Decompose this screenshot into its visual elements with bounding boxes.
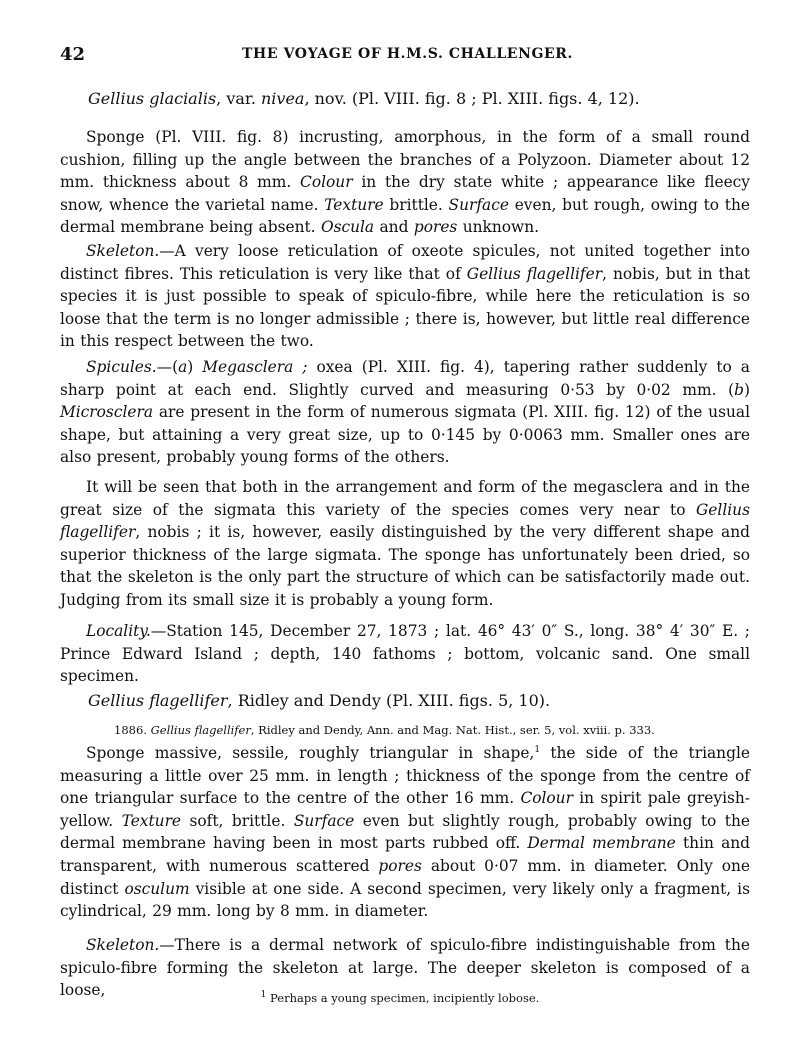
text-run: —A very loose reticulation of oxeote spicules, not united together into distinct fibres. This reticulation is very like that of <box>60 242 750 283</box>
text-run: soft, brittle. <box>181 811 294 830</box>
term-osculum: osculum <box>124 879 190 898</box>
text-run: in the dry state white ; appearance like fleecy snow, whence the varietal name. <box>60 173 750 214</box>
bibliographic-reference <box>114 722 754 738</box>
text-run: are present in the form of numerous sigmata (Pl. XIII. fig. 12) of the usual shape, but attaining a very great size, up to 0·145 by 0·0063 mm. Smaller ones are also present, probably young forms of the others. <box>60 403 750 467</box>
text-run: It will be seen that both in the arrangement and form of the megasclera and in the great size of the sigmata this variety of the species comes very near to <box>60 478 750 519</box>
text-run: even, but rough, owing to the dermal membrane being absent. <box>60 195 750 237</box>
running-title: THE VOYAGE OF H.M.S. CHALLENGER. <box>241 46 574 62</box>
text-run: oxea (Pl. XIII. fig. 4), tapering rather suddenly to a sharp point at each end. Slightly curved and measuring 0·53 by 0·02 mm. ( <box>60 358 750 399</box>
description-paragraph <box>60 742 750 923</box>
text-run: —Station 145, December 27, 1873 ; lat. 46° 43′ 0″ S., long. 38° 4′ 30″ E. ; Prince Edward Island ; depth, 140 fathoms ; bottom, volcanic sand. One small specimen. <box>60 622 750 686</box>
section-label: Locality. <box>86 622 151 640</box>
text-run: Sponge massive, sessile, roughly triangular in shape, <box>86 744 535 762</box>
locality-paragraph <box>60 620 750 688</box>
variety-name: nivea <box>260 89 305 108</box>
text-run: unknown. <box>457 218 540 237</box>
term-pores: pores <box>378 856 422 875</box>
term-microsclera: Microsclera <box>60 403 154 422</box>
enum-marker: a <box>178 358 188 376</box>
term-texture: Texture <box>324 195 384 214</box>
reference-year: 1886. <box>114 723 151 737</box>
text-run: Sponge (Pl. VIII. fig. 8) incrusting, amorphous, in the form of a small round cushion, filling up the angle between the branches of a Polyzoon. Diameter about 12 mm. thickness about 8 mm. <box>60 128 750 192</box>
footnote-text: Perhaps a young specimen, incipiently lobose. <box>266 991 540 1005</box>
term-texture: Texture <box>121 811 182 830</box>
text-run: —There is a dermal network of spiculo-fibre indistinguishable from the spiculo-fibre forming the skeleton at large. The deeper skeleton is composed of a loose, <box>60 936 750 1000</box>
text-run: in spirit pale greyish-yellow. <box>60 789 751 830</box>
running-head <box>60 44 755 68</box>
heading-rest: , Ridley and Dendy (Pl. XIII. figs. 5, 10). <box>227 691 551 710</box>
reference-text: , Ridley and Dendy, Ann. and Mag. Nat. Hist., ser. 5, vol. xviii. p. 333. <box>250 723 655 737</box>
footnote <box>0 990 800 1006</box>
text-run: even but slightly rough, probably owing to the dermal membrane having been in most parts rubbed off. <box>60 811 750 853</box>
text-run: visible at one side. A second specimen, very likely only a fragment, is cylindrical, 29 mm. long by 8 mm. in diameter. <box>60 879 751 921</box>
enum-marker: b <box>734 380 744 399</box>
text-run: the side of the triangle measuring a little over 25 mm. in length ; thickness of the sponge from the centre of one triangular surface to the centre of the other 16 mm. <box>60 744 750 808</box>
text-run: brittle. <box>383 195 449 214</box>
description-paragraph <box>60 126 750 239</box>
term-colour: Colour <box>300 173 353 192</box>
text-run: —( <box>156 358 179 376</box>
text-run: and <box>374 218 414 237</box>
footnote-mark: 1 <box>260 990 267 1001</box>
footnote-marker: 1 <box>534 744 541 755</box>
term-pores: pores <box>413 218 458 237</box>
term-dermal-membrane: Dermal membrane <box>527 834 676 853</box>
text-run: thin and transparent, with numerous scattered <box>60 834 751 875</box>
text-run: ) <box>743 380 750 399</box>
species-heading-gellius-glacialis <box>88 88 748 110</box>
term-colour: Colour <box>520 789 573 808</box>
heading-rest: , nov. (Pl. VIII. fig. 8 ; Pl. XIII. figs. 4, 12). <box>304 89 640 108</box>
species-reference: Gellius flagellifer <box>466 264 603 283</box>
term-surface: Surface <box>293 811 355 830</box>
text-run: about 0·07 mm. in diameter. Only one distinct <box>60 856 750 898</box>
variety-prefix: , var. <box>216 89 261 108</box>
text-run: ) <box>187 358 203 376</box>
skeleton-paragraph <box>60 240 750 353</box>
section-label: Spicules. <box>86 358 157 376</box>
term-oscula: Oscula <box>320 218 375 237</box>
remarks-paragraph <box>60 476 750 612</box>
spicules-paragraph <box>60 356 750 469</box>
term-megasclera: Megasclera ; <box>202 358 308 376</box>
species-name: Gellius flagellifer <box>88 691 228 710</box>
text-run: , nobis ; it is, however, easily distinguished by the very different shape and superior thickness of the large sigmata. The sponge has unfortunately been dried, so that the skeleton is the only part the structure of which can be satisfactorily made out. Judging from its small size it is probably a young form. <box>60 523 750 609</box>
section-label: Skeleton. <box>86 936 160 954</box>
page-number: 42 <box>60 44 86 65</box>
term-surface: Surface <box>448 195 509 214</box>
species-name: Gellius glacialis <box>88 89 217 108</box>
section-label: Skeleton. <box>86 242 160 260</box>
reference-species: Gellius flagellifer <box>150 723 251 737</box>
species-heading-gellius-flagellifer <box>88 690 748 712</box>
species-reference: Gellius flagellifer <box>60 500 750 542</box>
text-run: , nobis, but in that species it is just possible to speak of spiculo-fibre, while here the reticulation is so loose that the term is no longer admissible ; there is, however, but little real difference in this respect between the two. <box>60 264 751 351</box>
